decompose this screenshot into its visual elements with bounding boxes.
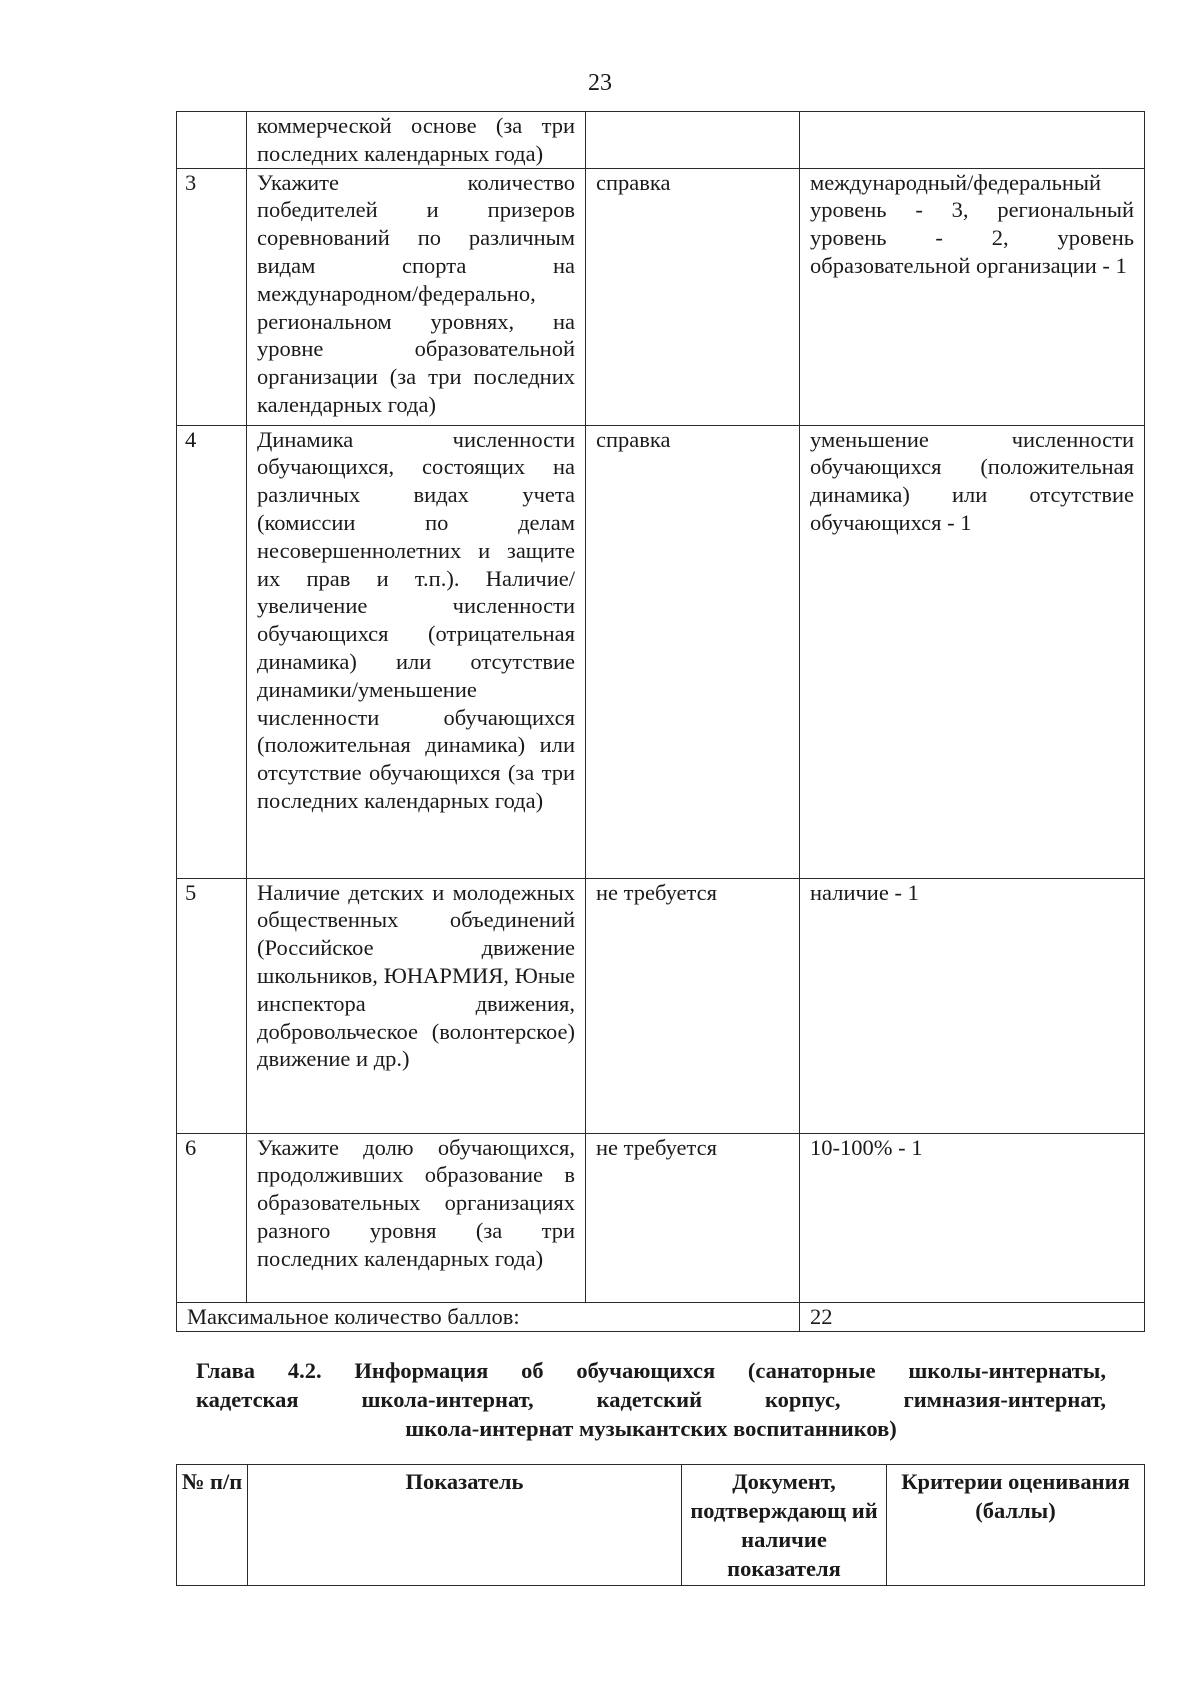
indicator-table-header: [176, 1464, 1145, 1586]
col-number-header: № п/п: [177, 1465, 248, 1586]
heading-line: школа-интернат музыкантских воспитанников): [405, 1416, 897, 1441]
heading-line: Глава 4.2. Информация об обучающихся (санаторные школы-интернаты,: [196, 1358, 1106, 1383]
document-cell: не требуется: [586, 1133, 800, 1302]
col-criteria-header: Критерии оценивания (баллы): [887, 1465, 1145, 1586]
row-number: 6: [177, 1133, 247, 1302]
indicator-cell: Наличие детских и молодежных общественных объединений (Российское движение школьников, ЮНАРМИЯ, Юные инспектора движения, добровольческое (волонтерское) движение и др.): [247, 878, 586, 1133]
criteria-cell: [800, 112, 1145, 169]
document-cell: не требуется: [586, 878, 800, 1133]
document-cell: [586, 112, 800, 169]
indicator-cell: Укажите долю обучающихся, продолживших образование в образовательных организациях разного уровня (за три последних календарных года): [247, 1133, 586, 1302]
document-cell: справка: [586, 425, 800, 878]
heading-line: кадетская школа-интернат, кадетский корпус, гимназия-интернат,: [196, 1387, 1106, 1412]
criteria-table: [176, 111, 1145, 1332]
header-row: [177, 1465, 1145, 1586]
chapter-heading: [196, 1356, 1106, 1443]
row-number: 4: [177, 425, 247, 878]
criteria-cell: 10-100% - 1: [800, 1133, 1145, 1302]
row-number: 3: [177, 168, 247, 425]
indicator-cell: Динамика численности обучающихся, состоящих на различных видах учета (комиссии по делам несовершеннолетних и защите их прав и т.п.). Наличие/увеличение численности обучающихся (отрицательная динамика) или отсутствие динамики/уменьшение численности обучающихся (положительная динамика) или отсутствие обучающихся (за три последних календарных года): [247, 425, 586, 878]
table-row: [177, 1133, 1145, 1302]
table-row: [177, 425, 1145, 878]
indicator-cell: коммерческой основе (за три последних календарных года): [247, 112, 586, 169]
criteria-cell: уменьшение численности обучающихся (положительная динамика) или отсутствие обучающихся - 1: [800, 425, 1145, 878]
row-number: [177, 112, 247, 169]
table-row: [177, 878, 1145, 1133]
indicator-cell: Укажите количество победителей и призеров соревнований по различным видам спорта на международном/федерально, региональном уровнях, на уровне образовательной организации (за три последних календарных года): [247, 168, 586, 425]
criteria-cell: наличие - 1: [800, 878, 1145, 1133]
total-row: [177, 1302, 1145, 1331]
total-value: 22: [800, 1302, 1145, 1331]
table-row: [177, 168, 1145, 425]
row-number: 5: [177, 878, 247, 1133]
col-document-header: Документ, подтверждающ ий наличие показателя: [682, 1465, 887, 1586]
table-row: [177, 112, 1145, 169]
col-indicator-header: Показатель: [248, 1465, 682, 1586]
criteria-cell: международный/федеральный уровень - 3, региональный уровень - 2, уровень образовательной организации - 1: [800, 168, 1145, 425]
document-cell: справка: [586, 168, 800, 425]
page-number: 23: [588, 70, 612, 96]
total-label: Максимальное количество баллов:: [177, 1302, 800, 1331]
